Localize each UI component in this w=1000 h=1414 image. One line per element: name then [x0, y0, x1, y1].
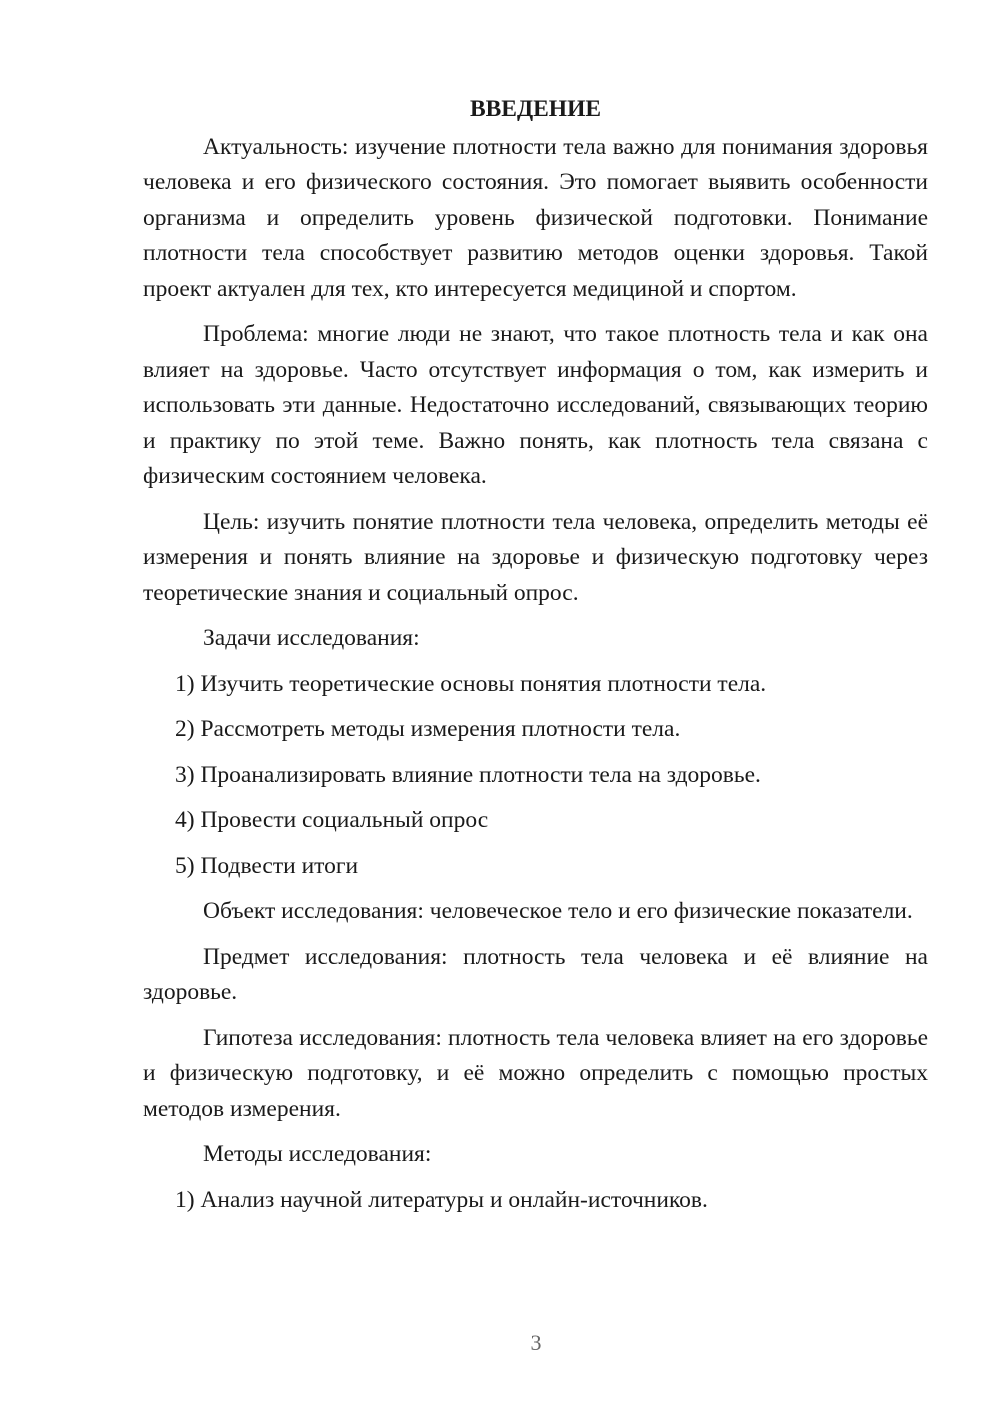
relevance-paragraph: Актуальность: изучение плотности тела важно для понимания здоровья человека и его физического состояния. Это помогает выявить особенности организма и определить уровень физической подготовки. Понимание плотности тела способствует развитию методов оценки здоровья. Такой проект актуален для тех, кто интересуется медициной и спортом.: [143, 133, 928, 302]
task-item-3: 3) Проанализировать влияние плотности тела на здоровье.: [175, 761, 761, 788]
section-title: ВВЕДЕНИЕ: [469, 96, 602, 122]
methods-heading: Методы исследования:: [203, 1141, 432, 1167]
goal-paragraph: Цель: изучить понятие плотности тела человека, определить методы её измерения и понять влияние на здоровье и физическую подготовку через теоретические знания и социальный опрос.: [143, 508, 928, 606]
subject-paragraph: Предмет исследования: плотность тела человека и её влияние на здоровье.: [143, 943, 928, 1005]
page-content: [143, 92, 928, 1228]
hypothesis-paragraph: Гипотеза исследования: плотность тела человека влияет на его здоровье и физическую подготовку, и её можно определить с помощью простых методов измерения.: [143, 1024, 928, 1122]
task-item-5: 5) Подвести итоги: [175, 852, 359, 879]
task-item-2: 2) Рассмотреть методы измерения плотности тела.: [175, 716, 681, 742]
tasks-heading: Задачи исследования:: [203, 625, 420, 651]
task-item-1: 1) Изучить теоретические основы понятия плотности тела.: [175, 670, 767, 697]
method-item-1: 1) Анализ научной литературы и онлайн-источников.: [175, 1186, 708, 1213]
object-paragraph: Объект исследования: человеческое тело и его физические показатели.: [203, 898, 913, 924]
page-number: 3: [530, 1330, 542, 1355]
task-item-4: 4) Провести социальный опрос: [175, 807, 489, 833]
problem-paragraph: Проблема: многие люди не знают, что такое плотность тела и как она влияет на здоровье. Часто отсутствует информация о том, как измерить и использовать эти данные. Недостаточно исследований, связывающих теорию и практику по этой теме. Важно понять, как плотность тела связана с физическим состоянием человека.: [143, 321, 928, 489]
